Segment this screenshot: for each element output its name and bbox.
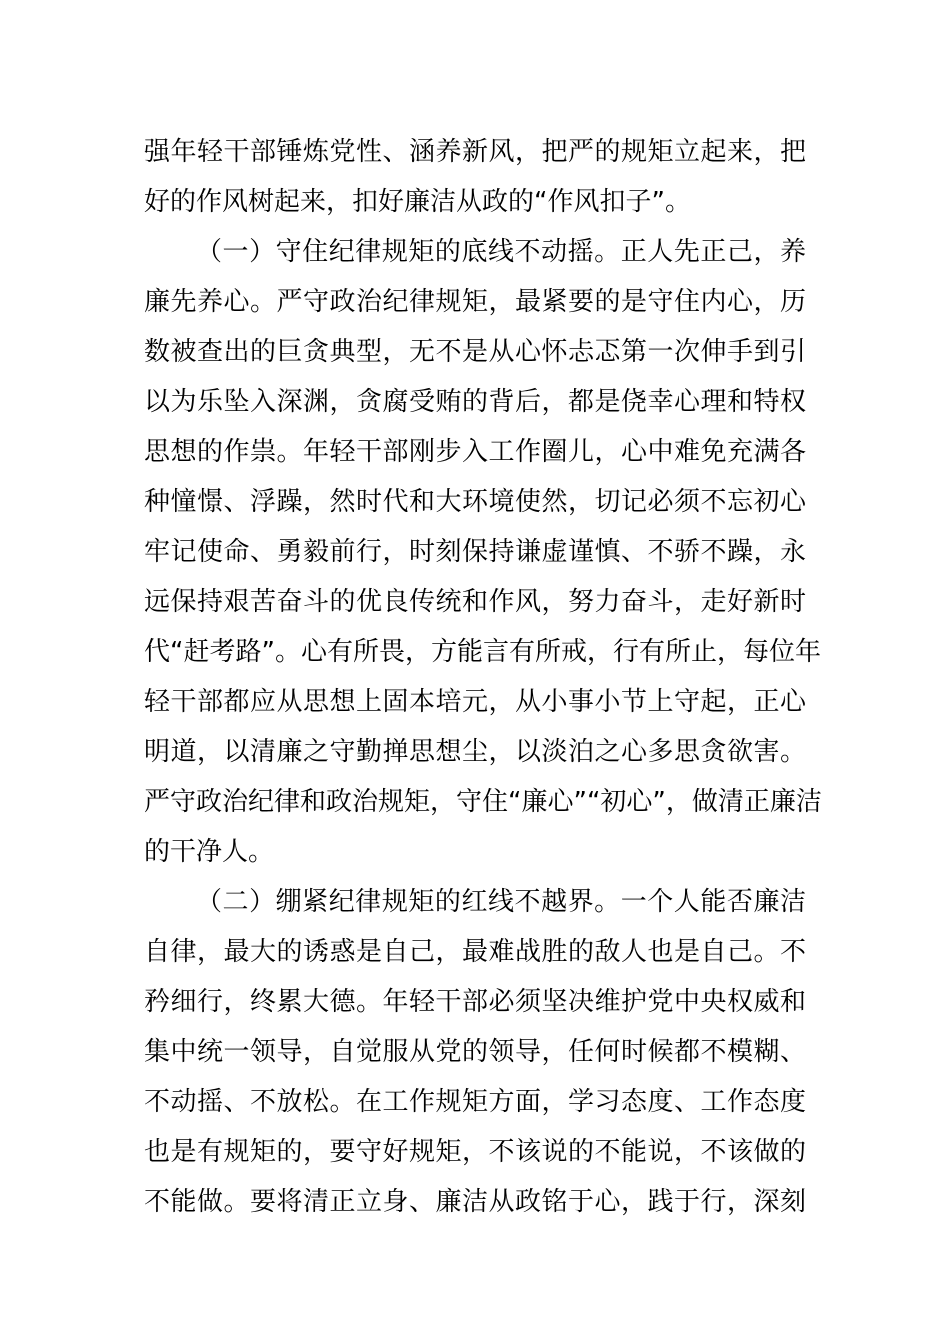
text-line: 以为乐坠入深渊，贪腐受贿的背后，都是侥幸心理和特权 — [144, 387, 806, 417]
text-line: （二）绷紧纪律规矩的红线不越界。一个人能否廉洁 — [196, 887, 806, 917]
text-line: 的干净人。 — [144, 837, 275, 867]
text-line: 严守政治纪律和政治规矩，守住“廉心”“初心”，做清正廉洁 — [144, 787, 822, 817]
text-line: 轻干部都应从思想上固本培元，从小事小节上守起，正心 — [144, 687, 806, 717]
paragraph-continuation — [144, 127, 806, 227]
text-line: 不动摇、不放松。在工作规矩方面，学习态度、工作态度 — [144, 1087, 806, 1117]
text-line: 好的作风树起来，扣好廉洁从政的“作风扣子”。 — [144, 187, 691, 217]
text-line: 强年轻干部锤炼党性、涵养新风，把严的规矩立起来，把 — [144, 137, 806, 167]
paragraph-section-one — [144, 227, 822, 877]
text-line: 也是有规矩的，要守好规矩，不该说的不能说，不该做的 — [144, 1137, 806, 1167]
text-line: 廉先养心。严守政治纪律规矩，最紧要的是守住内心，历 — [144, 287, 806, 317]
document-body — [144, 127, 822, 1227]
text-line: （一）守住纪律规矩的底线不动摇。正人先正己，养 — [196, 237, 806, 267]
text-line: 集中统一领导，自觉服从党的领导，任何时候都不模糊、 — [144, 1037, 806, 1067]
text-line: 牢记使命、勇毅前行，时刻保持谦虚谨慎、不骄不躁，永 — [144, 537, 806, 567]
text-line: 数被查出的巨贪典型，无不是从心怀忐忑第一次伸手到引 — [144, 337, 806, 367]
paragraph-section-two — [144, 877, 806, 1227]
text-line: 代“赶考路”。心有所畏，方能言有所戒，行有所止，每位年 — [144, 637, 821, 667]
text-line: 自律，最大的诱惑是自己，最难战胜的敌人也是自己。不 — [144, 937, 806, 967]
text-line: 不能做。要将清正立身、廉洁从政铭于心，践于行，深刻 — [144, 1187, 806, 1217]
text-line: 种憧憬、浮躁，然时代和大环境使然，切记必须不忘初心 — [144, 487, 806, 517]
text-line: 矜细行，终累大德。年轻干部必须坚决维护党中央权威和 — [144, 987, 806, 1017]
text-line: 思想的作祟。年轻干部刚步入工作圈儿，心中难免充满各 — [144, 437, 806, 467]
text-line: 明道，以清廉之守勤掸思想尘，以淡泊之心多思贪欲害。 — [144, 737, 806, 767]
text-line: 远保持艰苦奋斗的优良传统和作风，努力奋斗，走好新时 — [144, 587, 806, 617]
